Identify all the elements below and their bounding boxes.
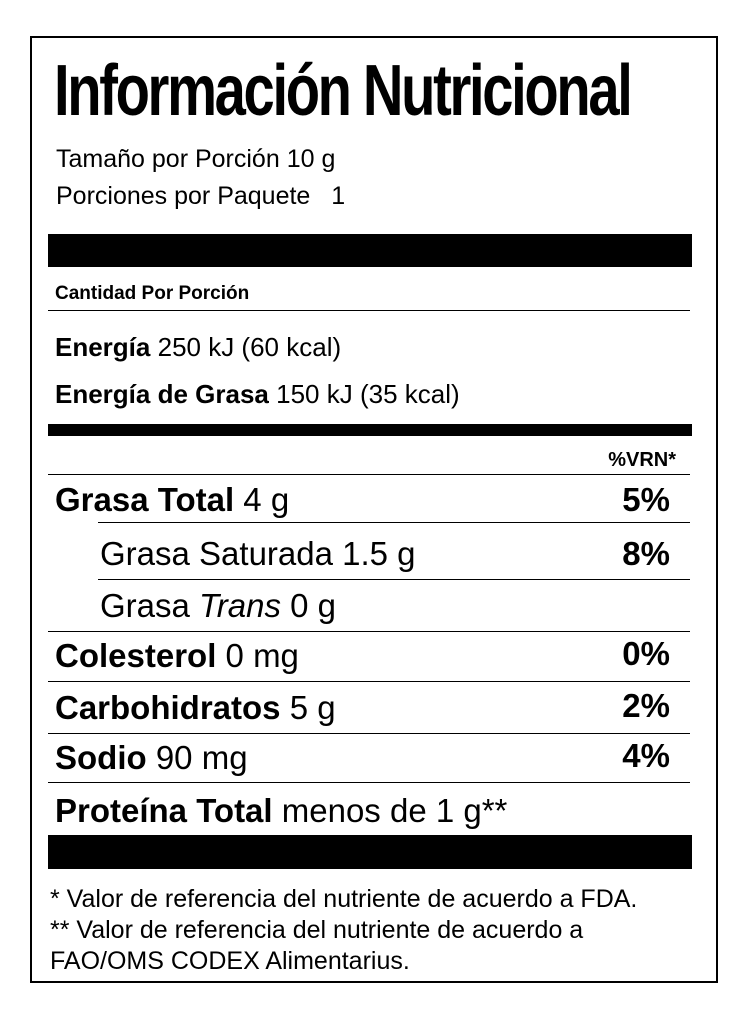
divider [98,522,690,523]
footnote-fda: * Valor de referencia del nutriente de acuerdo a FDA. [50,885,638,913]
amount-per-serving: Cantidad Por Porción [55,283,250,304]
divider [98,579,690,580]
servings-per-package-value: 1 [331,182,346,210]
divider [48,310,690,311]
sodium-row [55,738,248,778]
carbohydrates-amount: 5 g [289,689,336,726]
serving-size-value: 10 g [286,145,336,173]
total-fat-amount: 4 g [243,481,290,518]
protein-row [55,791,507,831]
serving-size [56,144,335,174]
trans-fat-amount: 0 g [290,587,336,624]
energy-row [55,331,341,363]
cholesterol-amount: 0 mg [225,637,299,674]
cholesterol-row [55,636,299,676]
energy-value: 250 kJ (60 kcal) [157,332,342,362]
dv-header: %VRN* [608,449,676,471]
sodium-pct: 4% [622,737,670,774]
carbohydrates-row [55,688,336,728]
carbohydrates-pct: 2% [622,687,670,724]
footnote-codex-cont: FAO/OMS CODEX Alimentarius. [50,947,410,975]
cholesterol-pct: 0% [622,635,670,672]
energy-fat-value: 150 kJ (35 kcal) [276,379,460,409]
energy-label: Energía [55,332,151,362]
nutrition-facts-label [30,36,718,983]
divider [48,681,690,682]
divider [48,474,690,475]
protein-label: Proteína Total [55,792,273,829]
serving-size-label: Tamaño por Porción [56,145,280,173]
divider [48,782,690,783]
trans-fat-label-italic: Trans [199,587,281,624]
thick-divider-bottom [48,835,692,869]
saturated-fat-row [100,534,416,574]
servings-per-package [56,181,345,211]
saturated-fat-amount: 1.5 g [342,535,416,572]
footnote-codex: ** Valor de referencia del nutriente de acuerdo a [50,916,584,944]
sodium-amount: 90 mg [155,739,248,776]
trans-fat-row [100,586,336,626]
divider [48,631,690,632]
thick-divider-mid [48,424,692,436]
saturated-fat-label: Grasa Saturada [100,535,333,572]
divider [48,733,690,734]
servings-per-package-label: Porciones por Paquete [56,182,311,210]
energy-fat-label: Energía de Grasa [55,379,269,409]
total-fat-label: Grasa Total [55,481,235,518]
carbohydrates-label: Carbohidratos [55,689,281,726]
saturated-fat-pct: 8% [622,535,670,572]
sodium-label: Sodio [55,739,147,776]
total-fat-row [55,480,289,520]
trans-fat-label: Grasa [100,587,190,624]
protein-amount: menos de 1 g** [281,792,508,829]
total-fat-pct: 5% [622,481,670,518]
label-title: Información Nutricional [54,51,631,131]
thick-divider-top [48,234,692,267]
energy-fat-row [55,378,460,410]
cholesterol-label: Colesterol [55,637,217,674]
